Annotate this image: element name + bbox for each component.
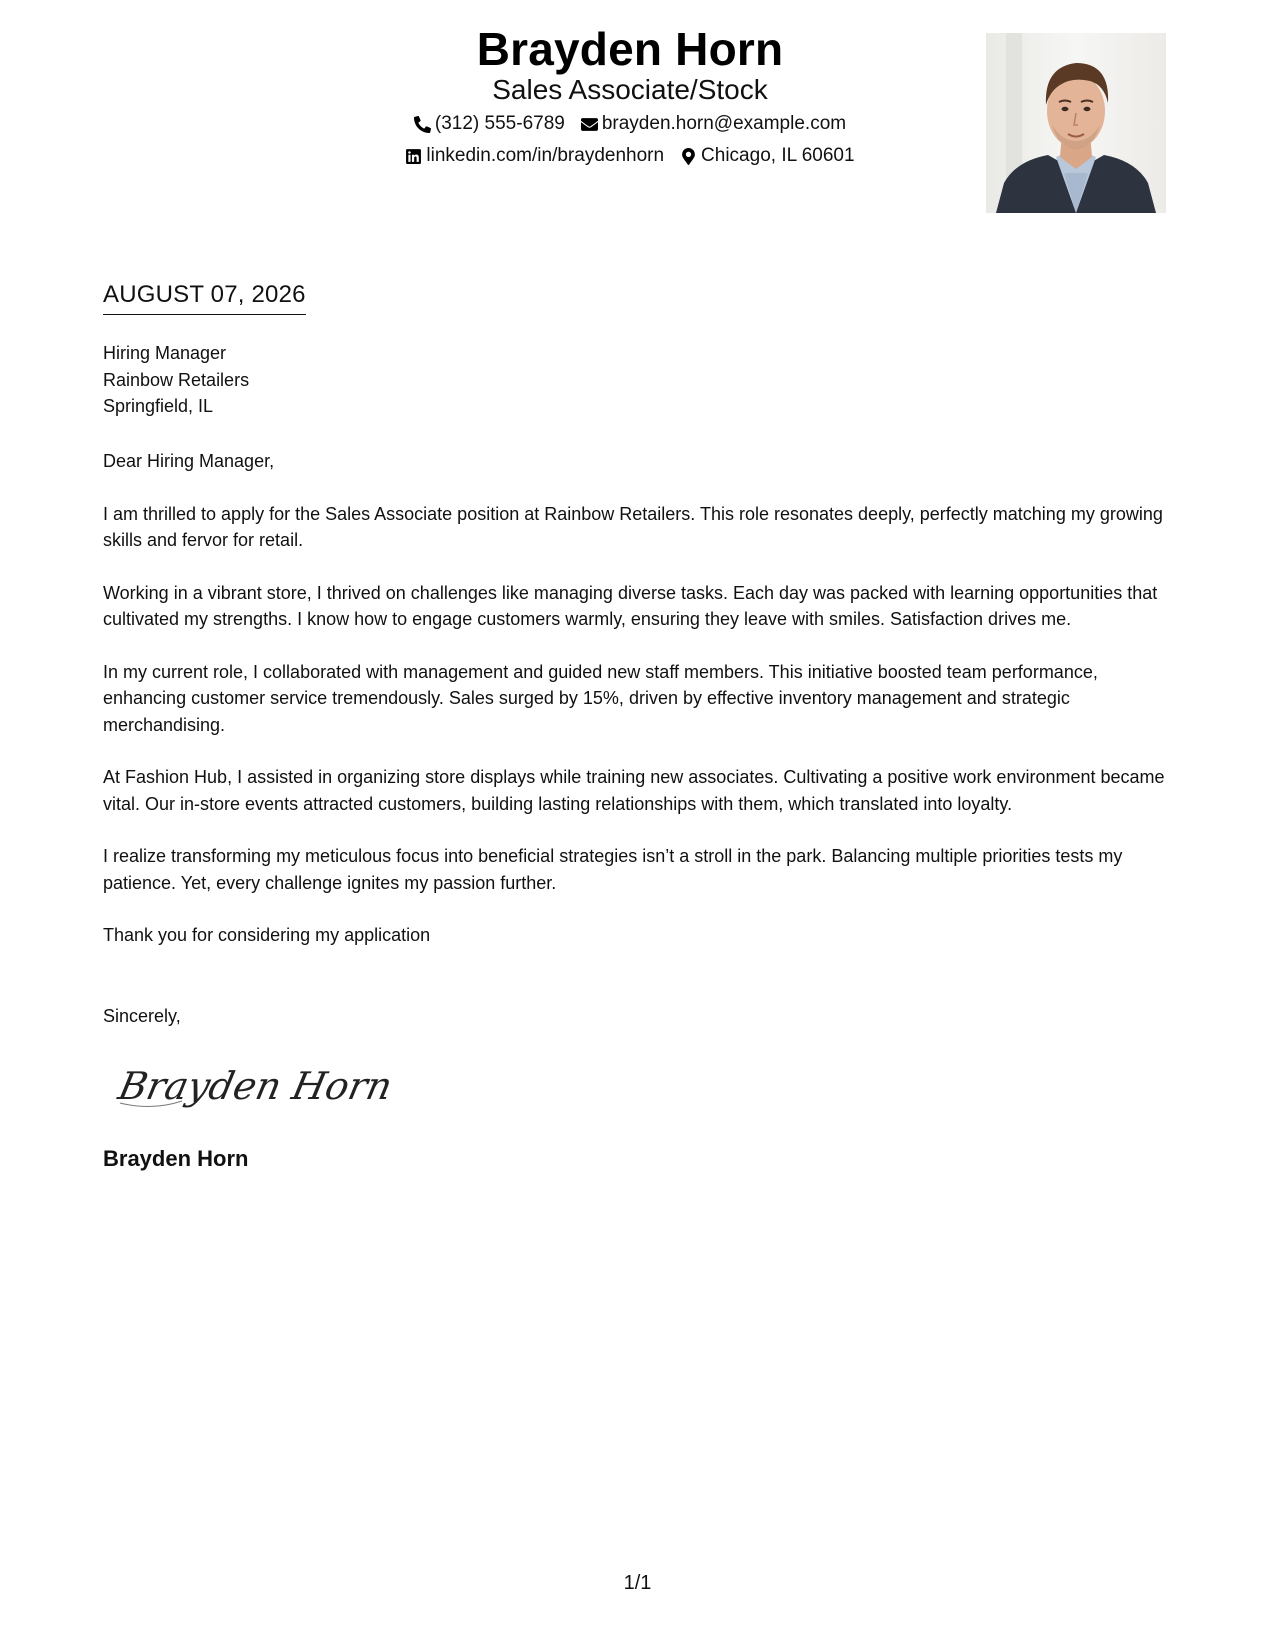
page-number: 1/1: [623, 1572, 652, 1594]
location-contact: [680, 144, 855, 168]
closing: Sincerely,: [103, 1006, 181, 1026]
thank-you-line: Thank you for considering my application: [103, 925, 431, 945]
profile-photo: [986, 33, 1166, 213]
location-text: Chicago, IL 60601: [701, 145, 855, 166]
body-paragraph-2: Working in a vibrant store, I thrived on challenges like managing diverse tasks. Each day was packed with learning opportunities that cultivated my strengths. I know how to engage customers warmly, ensuring they leave with smiles. Satisfaction drives me.: [103, 582, 1158, 629]
signer-name: Brayden Horn: [103, 1146, 249, 1171]
linkedin-link[interactable]: linkedin.com/in/braydenhorn: [426, 145, 665, 166]
phone-icon: [414, 116, 431, 133]
body-paragraph-1: I am thrilled to apply for the Sales Associate position at Rainbow Retailers. This role resonates deeply, perfectly matching my growing skills and fervor for retail.: [103, 503, 1163, 550]
letter-date: AUGUST 07, 2026: [103, 280, 306, 315]
body-paragraph-5: I realize transforming my meticulous focus into beneficial strategies isn’t a stroll in the park. Balancing multiple priorities tests my patience. Yet, every challenge ignites my passion further.: [103, 846, 1123, 893]
recipient-title: Hiring Manager: [103, 343, 227, 363]
contact-row-2: [180, 144, 1080, 168]
phone-text: (312) 555-6789: [434, 113, 565, 134]
map-pin-icon: [680, 148, 697, 165]
contact-row-1: [180, 112, 1080, 136]
letter-body: [103, 448, 1173, 975]
email-link[interactable]: brayden.horn@example.com: [601, 113, 847, 134]
job-title: Sales Associate/Stock: [492, 74, 768, 105]
applicant-name: Brayden Horn: [476, 23, 784, 75]
linkedin-icon: [405, 148, 422, 165]
salutation: Dear Hiring Manager,: [103, 451, 275, 471]
body-paragraph-4: At Fashion Hub, I assisted in organizing store displays while training new associates. Cultivating a positive work environment became vital. Our in-store events attracted customers, building lasting relationships with them, which translated into loyalty.: [103, 767, 1165, 814]
recipient-company: Rainbow Retailers: [103, 369, 250, 390]
recipient-block: [103, 340, 249, 420]
handwritten-signature: [112, 1055, 397, 1115]
linkedin-contact[interactable]: [405, 144, 664, 168]
svg-text:Brayden Horn: Brayden Horn: [114, 1064, 397, 1109]
email-contact[interactable]: [581, 112, 846, 136]
header: [180, 22, 1080, 168]
phone-contact: [414, 112, 565, 136]
envelope-icon: [581, 116, 598, 133]
recipient-location: Springfield, IL: [103, 396, 214, 416]
body-paragraph-3: In my current role, I collaborated with management and guided new staff members. This initiative boosted team performance, enhancing customer service tremendously. Sales surged by 15%, driven by effective inventory management and strategic merchandising.: [103, 661, 1098, 735]
